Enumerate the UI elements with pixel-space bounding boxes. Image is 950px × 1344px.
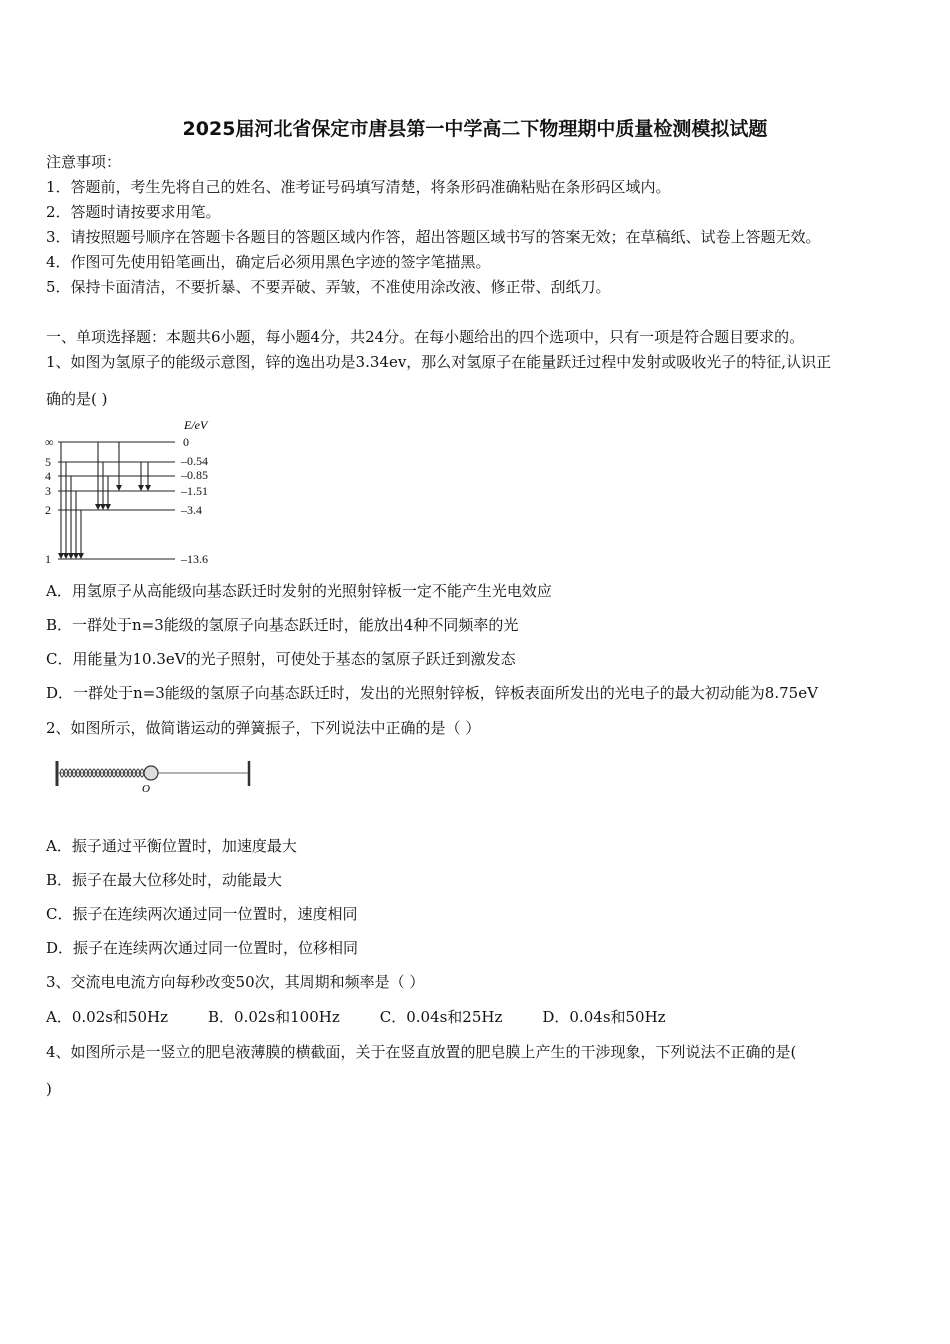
oscillator-ball [144, 766, 158, 780]
spring-oscillator-diagram [44, 756, 258, 800]
notice-item-3: 3．请按照题号顺序在答题卡各题目的答题区域内作答，超出答题区域书写的答案无效；在草稿纸、试卷上答题无效。 [46, 228, 821, 246]
level-e-2: –3.4 [181, 503, 202, 517]
level-n-3: 3 [45, 484, 51, 498]
level-e-inf: 0 [183, 435, 189, 449]
q1-option-d: D．一群处于n=3能级的氢原子向基态跃迁时，发出的光照射锌板，锌板表面所发出的光电子的最大初动能为8.75eV [46, 684, 818, 702]
q3-option-c: C．0.04s和25Hz [379, 1008, 503, 1026]
notice-item-1: 1．答题前，考生先将自己的姓名、准考证号码填写清楚，将条形码准确粘贴在条形码区域内。 [46, 178, 671, 196]
axis-label: E/eV [184, 418, 208, 432]
notice-item-5: 5．保持卡面清洁，不要折暴、不要弄破、弄皱，不准使用涂改液、修正带、刮纸刀。 [46, 278, 611, 296]
page-title: 2025届河北省保定市唐县第一中学高二下物理期中质量检测模拟试题 [182, 118, 768, 140]
notice-heading: 注意事项： [46, 153, 122, 171]
q2-option-a: A．振子通过平衡位置时，加速度最大 [46, 837, 297, 855]
q3-stem: 3、交流电电流方向每秒改变50次，其周期和频率是（ ） [46, 973, 425, 991]
q2-option-d: D．振子在连续两次通过同一位置时，位移相同 [46, 939, 359, 957]
level-e-1: –13.6 [181, 552, 208, 566]
notice-item-2: 2．答题时请按要求用笔。 [46, 203, 221, 221]
equilibrium-label: O [142, 783, 150, 795]
level-n-4: 4 [45, 469, 51, 483]
q1-option-a: A．用氢原子从高能级向基态跃迁时发射的光照射锌板一定不能产生光电效应 [46, 582, 552, 600]
energy-level-diagram [40, 416, 240, 574]
level-e-5: –0.54 [181, 454, 208, 468]
q3-options [46, 1007, 706, 1027]
q2-stem: 2、如图所示，做简谐运动的弹簧振子，下列说法中正确的是（ ） [46, 719, 481, 737]
q1-option-c: C．用能量为10.3eV的光子照射，可使处于基态的氢原子跃迁到激发态 [46, 650, 516, 668]
section-heading: 一、单项选择题：本题共6小题，每小题4分，共24分。在每小题给出的四个选项中，只有一项是符合题目要求的。 [46, 328, 805, 346]
q1-stem-line2: 确的是( ) [46, 390, 108, 408]
q4-stem-line1: 4、如图所示是一竖立的肥皂液薄膜的横截面，关于在竖直放置的肥皂膜上产生的干涉现象，下列说法不正确的是( [46, 1043, 797, 1061]
level-n-inf: ∞ [45, 435, 54, 449]
q3-option-d: D．0.04s和50Hz [542, 1008, 666, 1026]
q3-option-b: B．0.02s和100Hz [208, 1008, 340, 1026]
q2-option-c: C．振子在连续两次通过同一位置时，速度相同 [46, 905, 358, 923]
q2-option-b: B．振子在最大位移处时，动能最大 [46, 871, 283, 889]
q3-option-a: A．0.02s和50Hz [46, 1008, 168, 1026]
level-e-3: –1.51 [181, 484, 208, 498]
q1-stem-line1: 1、如图为氢原子的能级示意图，锌的逸出功是3.34ev，那么对氢原子在能量跃迁过程中发射或吸收光子的特征,认识正 [46, 353, 832, 371]
level-n-5: 5 [45, 455, 51, 469]
q1-option-b: B．一群处于n=3能级的氢原子向基态跃迁时，能放出4种不同频率的光 [46, 616, 519, 634]
level-n-1: 1 [45, 552, 51, 566]
level-e-4: –0.85 [181, 468, 208, 482]
level-n-2: 2 [45, 503, 51, 517]
notice-item-4: 4．作图可先使用铅笔画出，确定后必须用黑色字迹的签字笔描黑。 [46, 253, 491, 271]
q4-stem-line2: ) [46, 1080, 52, 1098]
